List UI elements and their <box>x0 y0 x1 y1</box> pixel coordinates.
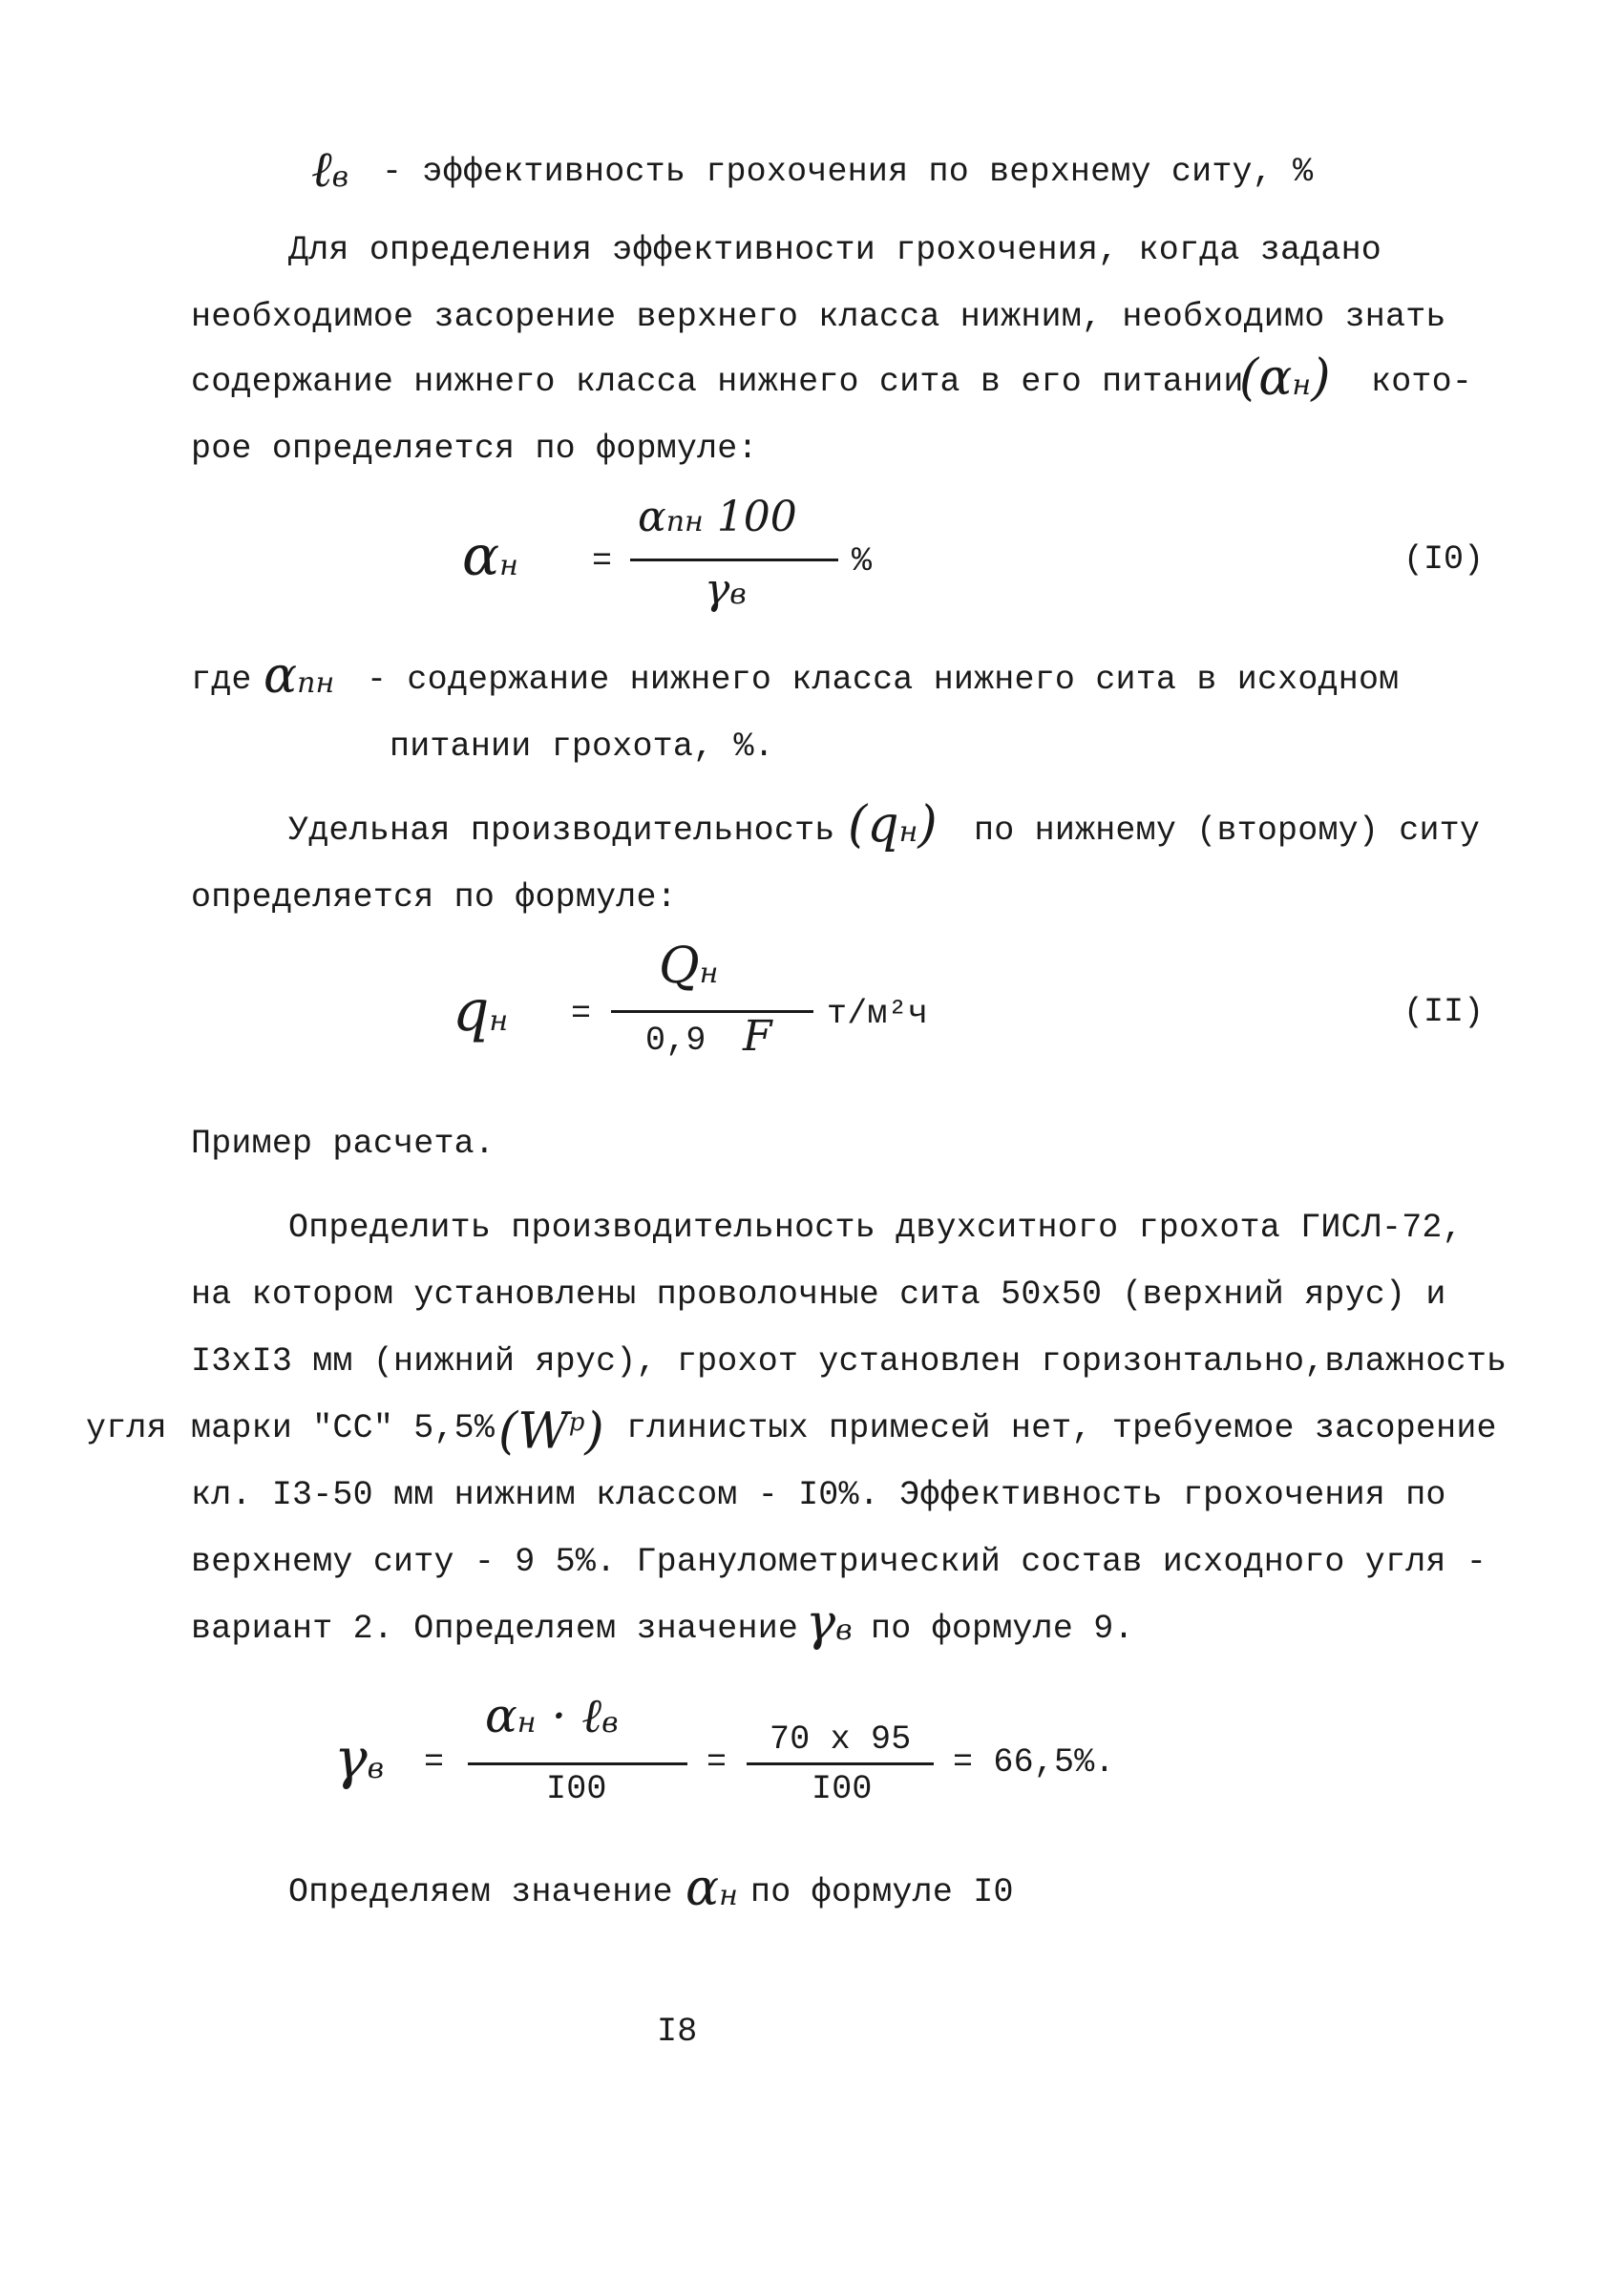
para3-line-7a: вариант 2. Определяем значение <box>191 1610 799 1648</box>
equation-number-11: (II) <box>1403 993 1485 1031</box>
last-line-b: по формуле I0 <box>750 1873 1014 1911</box>
para3-line-3: I3xI3 мм (нижний ярус), грохот установлен горизонтально,влажность <box>191 1342 1508 1381</box>
page-number: I8 <box>657 2013 698 2051</box>
para3-line-5: кл. I3-50 мм нижним классом - I0%. Эффективность грохочения по <box>191 1476 1446 1514</box>
equation-number-10: (I0) <box>1403 540 1485 579</box>
para3-margin-word: угля <box>86 1409 167 1447</box>
definition-line: - эффективность грохочения по верхнему ситу, % <box>382 153 1314 191</box>
paragraph-line-3-end: кото- <box>1371 363 1473 401</box>
para2-a: Удельная производительность <box>288 812 835 850</box>
last-line-a: Определяем значение <box>288 1873 673 1911</box>
para3-line-2: на котором установлены проволочные сита 50x50 (верхний ярус) и <box>191 1276 1446 1314</box>
w-p-inline: $(W^р)$ <box>498 1403 604 1461</box>
alpha-n-last: αн <box>685 1860 738 1917</box>
para3-line-6: верхнему ситу - 9 5%. Гранулометрический состав исходного угля - <box>191 1543 1487 1581</box>
gamma-b-symbol: ℓв <box>311 141 349 199</box>
where-text-2: питании грохота, %. <box>390 728 774 766</box>
para3-line-4b: глинистых примесей нет, требуемое засорение <box>626 1409 1497 1447</box>
alpha-n-inline: (αн) <box>1239 349 1331 407</box>
para2-b: по нижнему (второму) ситу <box>974 812 1481 850</box>
paragraph-line-3: содержание нижнего класса нижнего сита в его питании <box>191 363 1244 401</box>
paragraph-line-2: необходимое засорение верхнего класса нижним, необходимо знать <box>191 298 1446 336</box>
where-text: - содержание нижнего класса нижнего сита в исходном <box>367 661 1400 699</box>
paragraph-line-4: рое определяется по формуле: <box>191 430 758 468</box>
alpha-pn-symbol: αпн <box>264 647 335 705</box>
where-prefix: где <box>191 661 252 699</box>
para3-line-7b: по формуле 9. <box>871 1610 1134 1648</box>
para3-line-4a: марки "СС" 5,5% <box>191 1409 496 1447</box>
para2-line2: определяется по формуле: <box>191 878 677 917</box>
example-heading: Пример расчета. <box>191 1125 496 1163</box>
para3-line-1: Определить производительность двухситного грохота ГИСЛ-72, <box>288 1209 1463 1247</box>
gamma-b-inline: γв <box>806 1594 853 1652</box>
q-n-inline: (qн) <box>848 796 938 854</box>
paragraph-line-1: Для определения эффективности грохочения, когда задано <box>288 231 1381 269</box>
